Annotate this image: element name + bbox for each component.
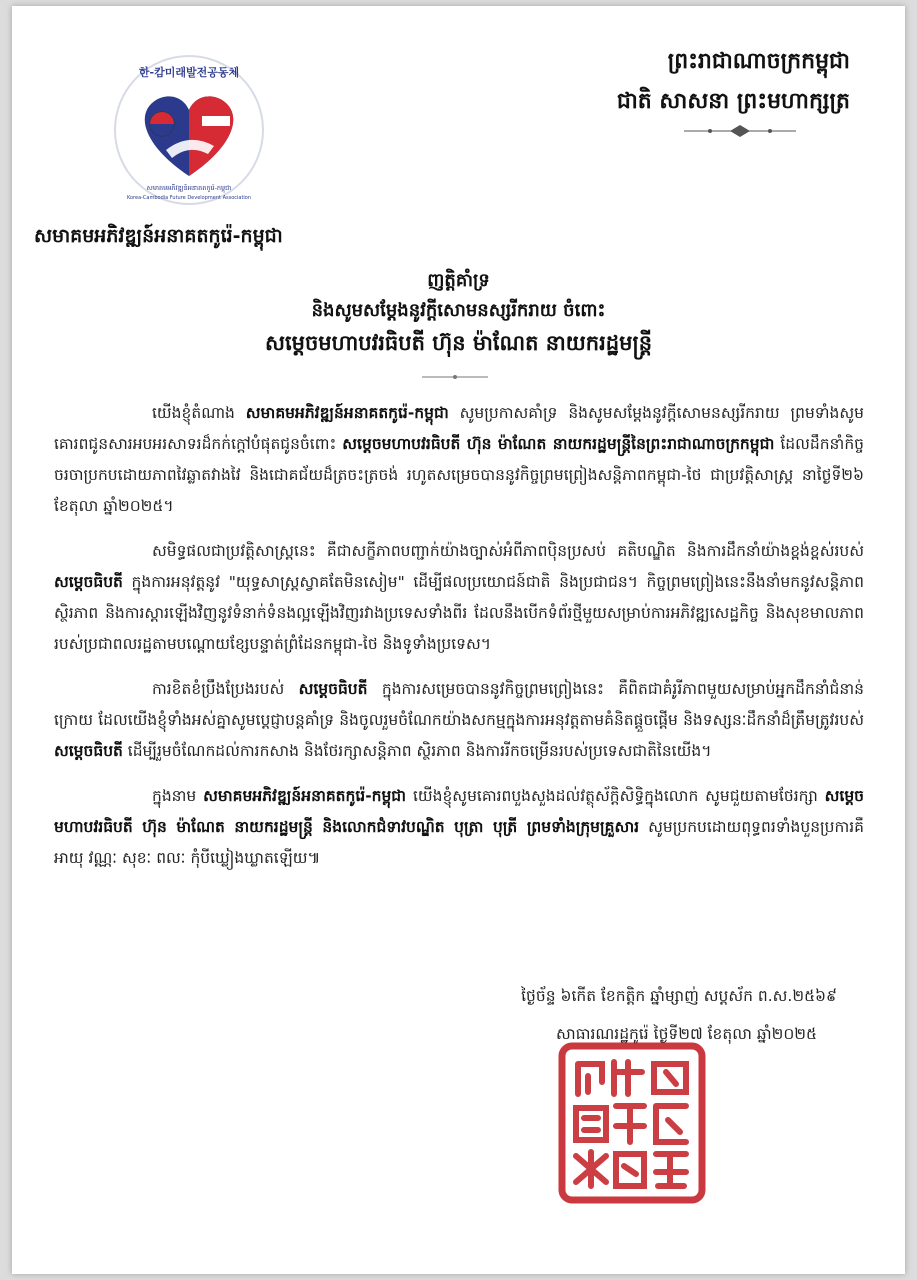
official-seal-stamp [558,1042,706,1204]
title-line-3: សម្ដេចមហាបវរធិបតី ហ៊ុន ម៉ាណែត នាយករដ្ឋមន្ត្រី [264,331,653,355]
title-divider-icon [420,372,490,382]
p2-text-a: សមិទ្ធផលជាប្រវត្តិសាស្ត្រនេះ គឺជាសក្ខីភាពបញ្ជាក់យ៉ាងច្បាស់អំពីភាពប៉ិនប្រសប់ គតិបណ្ឌិត និងការដឹកនាំយ៉ាងខ្ពង់ខ្ពស់របស់ [152,542,864,560]
association-logo [104,54,274,210]
document-title [12,266,905,360]
letter-body [54,398,864,888]
p1-bold-b: សមាគមអភិវឌ្ឍន៍អនាគតកូរ៉េ-កម្ពុជា [245,404,449,422]
p3-text-a: ការខិតខំប្រឹងប្រែងរបស់ [152,680,299,698]
national-motto: ជាតិ សាសនា ព្រះមហាក្សត្រ [616,89,850,114]
document-page [12,6,905,1274]
paragraph-2 [54,536,864,660]
p3-bold-d: សម្ដេចធិបតី [54,742,123,760]
solar-date: សាធារណរដ្ឋកូរ៉េ ថ្ងៃទី២៧ ខែតុលា ឆ្នាំ២០២៥ [556,1025,817,1043]
p4-text-c: យើងខ្ញុំសូមគោរពបួងសួងដល់វត្ថុស័ក្តិសិទ្ធិក្នុងលោក សូមជួយតាមថែរក្សា [406,787,825,805]
p4-bold-d: សម្ដេចមហាបវរធិបតី ហ៊ុន ម៉ាណែត នាយករដ្ឋមន្ត្រី និងលោកជំទាវបណ្ឌិត បុត្រា បុត្រី ព្រមទាំងក្រុមគ្រួសារ [54,787,864,836]
p2-text-c: ក្នុងការអនុវត្តនូវ "យុទ្ធសាស្ត្រស្វាគតែមិនសៀម" ដើម្បីផលប្រយោជន៍ជាតិ និងប្រជាជន។ កិច្ចព្រមព្រៀងនេះនឹងនាំមកនូវសន្តិភាព ស្ថិរភាព និងការស្ដារឡើងវិញនូវទំនាក់ទំនងល្អឡើងវិញរវាងប្រទេសទាំងពីរ ដែលនឹងបើកទំព័រថ្មីមួយសម្រាប់ការអភិវឌ្ឍសេដ្ឋកិច្ច និងសុខមាលភាពរបស់ប្រជាពលរដ្ឋតាមបណ្ដោយខ្សែបន្ទាត់ព្រំដែនកម្ពុជា-ថៃ និងទូទាំងប្រទេស។ [54,573,864,653]
title-line-1: ញត្តិគាំទ្រ [427,270,490,291]
p3-text-e: ដើម្បីរួមចំណែកដល់ការកសាង និងថែរក្សាសន្តិភាព ស្ថិរភាព និងការរីកចម្រើនរបស់ប្រទេសជាតិនៃយើង។ [122,742,712,760]
p1-text-e: ដែលដឹកនាំកិច្ចចរចាប្រកបដោយភាពវៃឆ្លាតវាងវៃ និងជោគជ័យដ៏ត្រចះត្រចង់ រហូតសម្រេចបាននូវកិច្ចព្រមព្រៀងសន្តិភាពកម្ពុជា-ថៃ ជាប្រវត្តិសាស្ត្រ នាថ្ងៃទី២៦ ខែតុលា ឆ្នាំ២០២៥។ [54,435,864,515]
logo-english-text: Korea-Cambodia Future Development Association [126,195,252,201]
p3-text-c: ក្នុងការសម្រេចបាននូវកិច្ចព្រមព្រៀងនេះ គឺពិតជាគំរូរីភាពមួយសម្រាប់អ្នកដឹកនាំជំនាន់ក្រោយ ដែលយើងខ្ញុំទាំងអស់គ្នាសូមប្ដេជ្ញាបន្តគាំទ្រ និងចូលរួមចំណែកយ៉ាងសកម្មក្នុងការអនុវត្តតាមគំនិតផ្ដួចផ្ដើម និងទស្សនៈដឹកនាំដ៏ត្រឹមត្រូវរបស់ [54,680,864,729]
logo-korean-text: 한-캄미래발전공동체 [138,66,240,79]
paragraph-4 [54,781,864,874]
paragraph-3 [54,674,864,767]
kingdom-title: ព្រះរាជាណាចក្រកម្ពុជា [667,49,850,74]
ornament-divider-icon [680,123,800,139]
p1-bold-d: សម្ដេចមហាបវរធិបតី ហ៊ុន ម៉ាណែត នាយករដ្ឋមន្ត្រីនៃព្រះរាជាណាចក្រកម្ពុជា [342,435,775,453]
p4-bold-b: សមាគមអភិវឌ្ឍន៍អនាគតកូរ៉េ-កម្ពុជា [203,787,407,805]
p4-text-e: សូមប្រកបដោយពុទ្ធពរទាំងបួនប្រការគឺ អាយុ វណ្ណៈ សុខៈ ពលៈ កុំបីឃ្លៀងឃ្លាតឡើយ៕ [54,818,865,867]
logo-khmer-text: សមាគមអភិវឌ្ឍន៍អនាគតកូរ៉េ-កម្ពុជា [146,184,232,192]
title-line-2: និងសូមសម្ដែងនូវក្ដីសោមនស្សរីករាយ ចំពោះ [311,300,606,321]
p1-text-a: យើងខ្ញុំតំណាង [152,404,246,422]
p1-text-c: សូមប្រកាសគាំទ្រ និងសូមសម្ដែងនូវក្ដីសោមនស្សរីករាយ ព្រមទាំងសូមគោរពជូនសារអបអរសាទរដ៏កក់ក្ដៅបំផុតជូនចំពោះ [54,404,864,453]
association-name: សមាគមអភិវឌ្ឍន៍អនាគតកូរ៉េ-កម្ពុជា [34,225,283,247]
p2-bold-b: សម្ដេចធិបតី [54,573,123,591]
lunar-date: ថ្ងៃច័ន្ទ ៦កើត ខែកត្តិក ឆ្នាំម្សាញ់ សប្តស័ក ព.ស.២៥៦៩ [521,987,837,1005]
p3-bold-b: សម្ដេចធិបតី [298,680,368,698]
paragraph-1 [54,398,864,522]
p4-text-a: ក្នុងនាម [152,787,204,805]
kingdom-header [520,42,850,122]
